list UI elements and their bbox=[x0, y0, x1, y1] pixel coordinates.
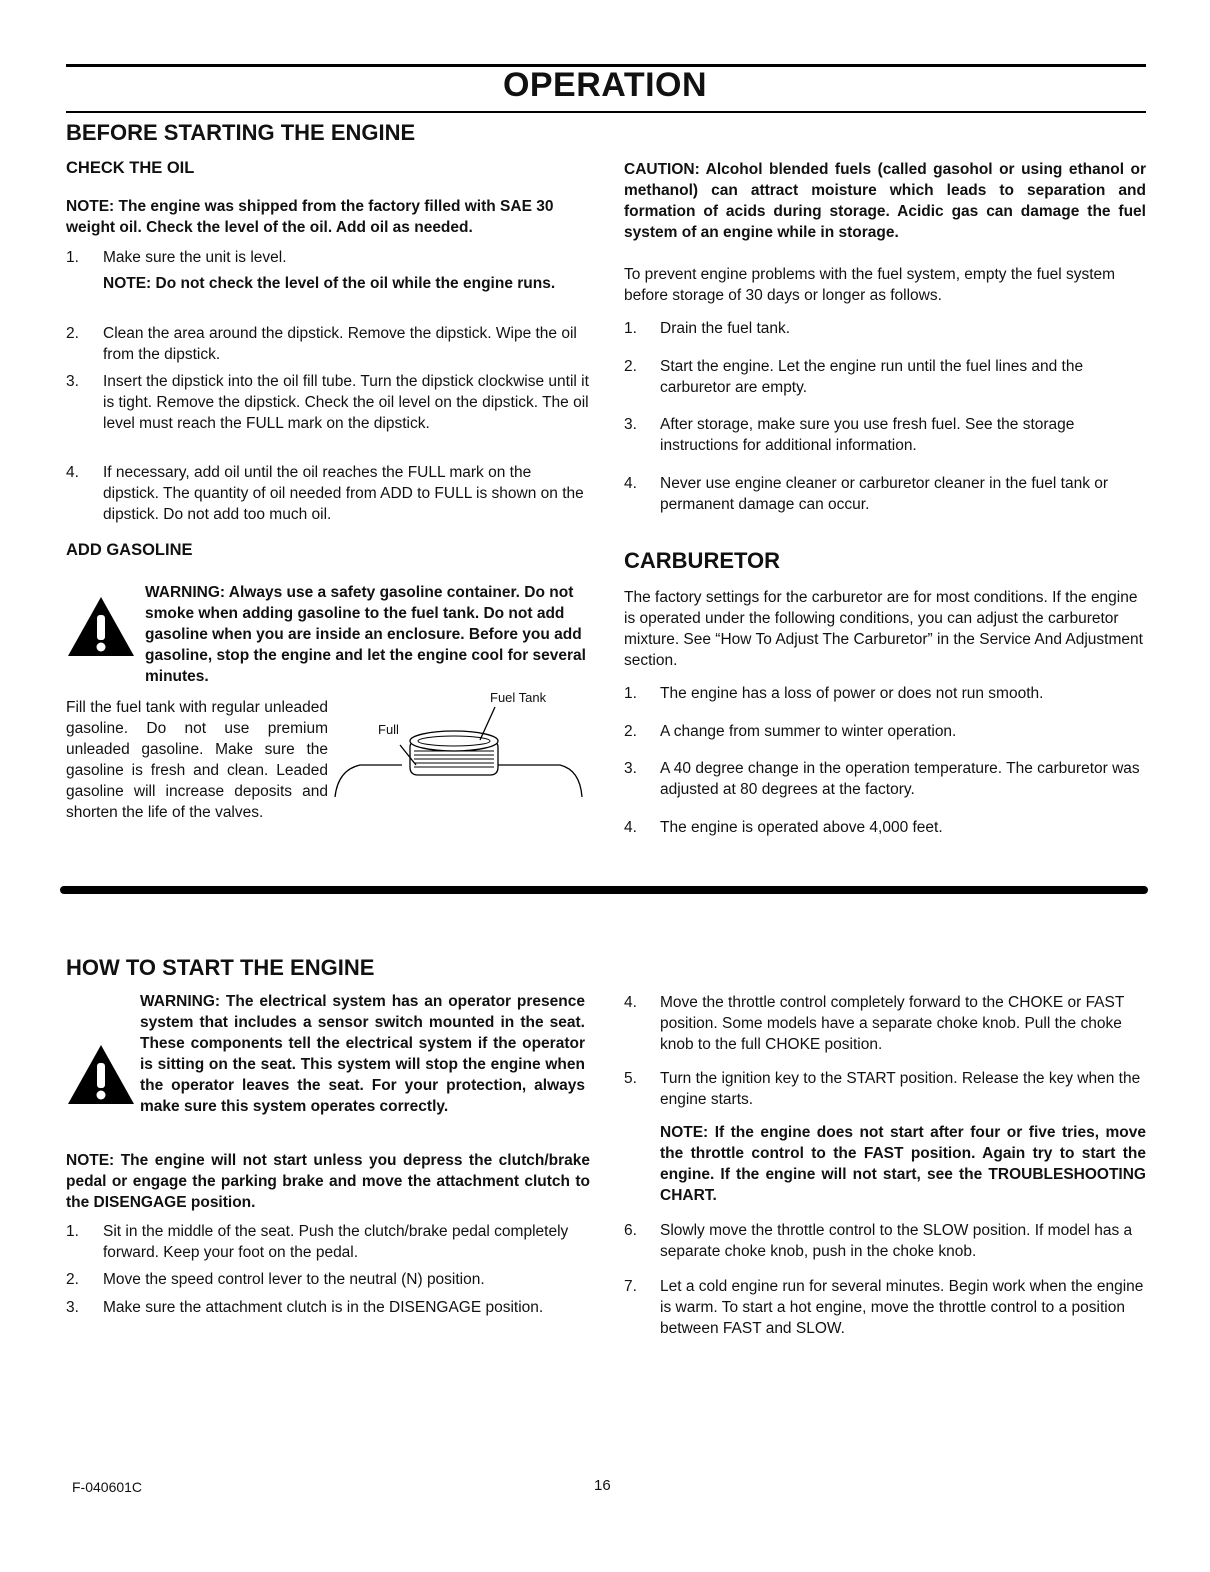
step-number: 1. bbox=[624, 685, 637, 702]
check-oil-step-2 bbox=[66, 323, 590, 365]
storage-step-4 bbox=[624, 473, 1146, 515]
fuel-tank-label: Fuel Tank bbox=[490, 690, 547, 705]
storage-step-1 bbox=[624, 318, 1146, 339]
subsection-title-add-gasoline: ADD GASOLINE bbox=[66, 541, 193, 559]
subsection-title-check-oil: CHECK THE OIL bbox=[66, 159, 195, 177]
step-number: 3. bbox=[624, 760, 637, 777]
step-number: 3. bbox=[66, 1299, 79, 1316]
step-text: Start the engine. Let the engine run until the fuel lines and the carburetor are empty. bbox=[660, 358, 1084, 396]
start-step-3 bbox=[66, 1297, 590, 1318]
carburetor-step-2 bbox=[624, 721, 1146, 742]
fuel-tank-diagram bbox=[330, 685, 590, 805]
document-code: F-040601C bbox=[72, 1479, 143, 1495]
warning-triangle-icon bbox=[66, 595, 136, 658]
step-text: Move the throttle control completely forward to the CHOKE or FAST position. Some models have a separate choke knob. Pull the choke knob to the full CHOKE position. bbox=[660, 994, 1125, 1053]
section-title-before-starting: BEFORE STARTING THE ENGINE bbox=[66, 120, 416, 145]
start-step-6 bbox=[624, 1220, 1146, 1262]
step-number: 1. bbox=[66, 249, 79, 266]
step-number: 3. bbox=[66, 373, 79, 390]
step-number: 7. bbox=[624, 1278, 637, 1295]
page-title: OPERATION bbox=[502, 66, 708, 104]
section-title-how-to-start: HOW TO START THE ENGINE bbox=[66, 955, 375, 980]
section-divider bbox=[60, 886, 1148, 894]
check-oil-note: NOTE: The engine was shipped from the factory filled with SAE 30 weight oil. Check the level of the oil. Add oil as needed. bbox=[66, 198, 554, 236]
start-step-5 bbox=[624, 1068, 1146, 1110]
full-label: Full bbox=[378, 722, 399, 737]
step-text: After storage, make sure you use fresh fuel. See the storage instructions for additional information. bbox=[660, 416, 1075, 454]
start-step-2 bbox=[66, 1269, 590, 1290]
carburetor-step-3 bbox=[624, 758, 1146, 800]
step-number: 4. bbox=[624, 819, 637, 836]
step-text: If necessary, add oil until the oil reaches the FULL mark on the dipstick. The quantity of oil needed from ADD to FULL is shown on the dipstick. Do not add too much oil. bbox=[103, 464, 584, 523]
step-text: Make sure the unit is level. bbox=[103, 249, 287, 266]
step-number: 4. bbox=[66, 464, 79, 481]
start-step-4 bbox=[624, 992, 1146, 1055]
step-number: 5. bbox=[624, 1070, 637, 1087]
step-text: The engine has a loss of power or does not run smooth. bbox=[660, 685, 1044, 702]
page-number: 16 bbox=[594, 1477, 611, 1494]
add-gasoline-body: Fill the fuel tank with regular unleaded gasoline. Do not use premium unleaded gasoline. Make sure the gasoline is fresh and clean. Leaded gasoline will increase deposits and shorten the life of the valves. bbox=[66, 699, 328, 821]
check-oil-step-4 bbox=[66, 462, 590, 525]
step-number: 2. bbox=[624, 358, 637, 375]
start-note: NOTE: The engine will not start unless you depress the clutch/brake pedal or engage the parking brake and move the attachment clutch to the DISENGAGE position. bbox=[66, 1152, 590, 1211]
start-step-7 bbox=[624, 1276, 1146, 1339]
step-number: 6. bbox=[624, 1222, 637, 1239]
step-text: The engine is operated above 4,000 feet. bbox=[660, 819, 943, 836]
step-number: 3. bbox=[624, 416, 637, 433]
step-text: Insert the dipstick into the oil fill tube. Turn the dipstick clockwise until it is tight. Remove the dipstick. Check the oil level on the dipstick. The oil level must reach the FULL mark on the dipstick. bbox=[103, 373, 589, 432]
step-text: Clean the area around the dipstick. Remove the dipstick. Wipe the oil from the dipstick. bbox=[103, 325, 577, 363]
step-number: 4. bbox=[624, 475, 637, 492]
step-text: Turn the ignition key to the START position. Release the key when the engine starts. bbox=[660, 1070, 1141, 1108]
add-gasoline-warning: WARNING: Always use a safety gasoline container. Do not smoke when adding gasoline to the fuel tank. Do not add gasoline when you are inside an enclosure. Before you add gasoline, stop the engine and let the engine cool for several minutes. bbox=[145, 584, 586, 685]
start-warning: WARNING: The electrical system has an operator presence system that includes a sensor switch mounted in the seat. These components tell the electrical system if the operator is sitting on the seat. This system will stop the engine when the operator leaves the seat. For your protection, always make sure this system operates correctly. bbox=[140, 993, 585, 1115]
step-text: Sit in the middle of the seat. Push the clutch/brake pedal completely forward. Keep your foot on the pedal. bbox=[103, 1223, 569, 1261]
start-step-1 bbox=[66, 1221, 590, 1263]
warning-triangle-icon bbox=[66, 1043, 136, 1106]
step-number: 2. bbox=[66, 1271, 79, 1288]
step-number: 4. bbox=[624, 994, 637, 1011]
step-number: 2. bbox=[624, 723, 637, 740]
step-text: Move the speed control lever to the neutral (N) position. bbox=[103, 1271, 485, 1288]
carburetor-step-1 bbox=[624, 683, 1146, 704]
check-oil-step-1 bbox=[66, 247, 590, 268]
step-number: 1. bbox=[624, 320, 637, 337]
storage-step-3 bbox=[624, 414, 1146, 456]
carburetor-intro: The factory settings for the carburetor are for most conditions. If the engine is operated under the following conditions, you can adjust the carburetor mixture. See “How To Adjust The Carburetor” in the Service And Adjustment section. bbox=[624, 589, 1143, 669]
section-title-carburetor: CARBURETOR bbox=[624, 548, 781, 573]
step-text: Slowly move the throttle control to the SLOW position. If model has a separate choke knob, push in the choke knob. bbox=[660, 1222, 1133, 1260]
step-number: 1. bbox=[66, 1223, 79, 1240]
step-text: A change from summer to winter operation. bbox=[660, 723, 957, 740]
storage-step-2 bbox=[624, 356, 1146, 398]
step-number: 2. bbox=[66, 325, 79, 342]
step-text: Never use engine cleaner or carburetor cleaner in the fuel tank or permanent damage can occur. bbox=[660, 475, 1109, 513]
start-step-5-note: NOTE: If the engine does not start after four or five tries, move the throttle control to the FAST position. Again try to start the engine. If the engine will not start, see the TROUBLESHOOTING CHART. bbox=[660, 1124, 1146, 1204]
step-text: Make sure the attachment clutch is in the DISENGAGE position. bbox=[103, 1299, 544, 1316]
step-text: A 40 degree change in the operation temperature. The carburetor was adjusted at 80 degrees at the factory. bbox=[660, 760, 1140, 798]
storage-intro: To prevent engine problems with the fuel system, empty the fuel system before storage of 30 days or longer as follows. bbox=[624, 266, 1116, 304]
step-text: Drain the fuel tank. bbox=[660, 320, 791, 337]
title-underline bbox=[66, 111, 1146, 113]
check-oil-step-1-note: NOTE: Do not check the level of the oil while the engine runs. bbox=[103, 275, 556, 292]
step-text: Let a cold engine run for several minutes. Begin work when the engine is warm. To start a hot engine, move the throttle control to a position between FAST and SLOW. bbox=[660, 1278, 1144, 1337]
caution-note: CAUTION: Alcohol blended fuels (called gasohol or using ethanol or methanol) can attract moisture which leads to separation and formation of acids during storage. Acidic gas can damage the fuel system of an engine while in storage. bbox=[624, 161, 1146, 241]
check-oil-step-3 bbox=[66, 371, 590, 434]
carburetor-step-4 bbox=[624, 817, 1146, 838]
